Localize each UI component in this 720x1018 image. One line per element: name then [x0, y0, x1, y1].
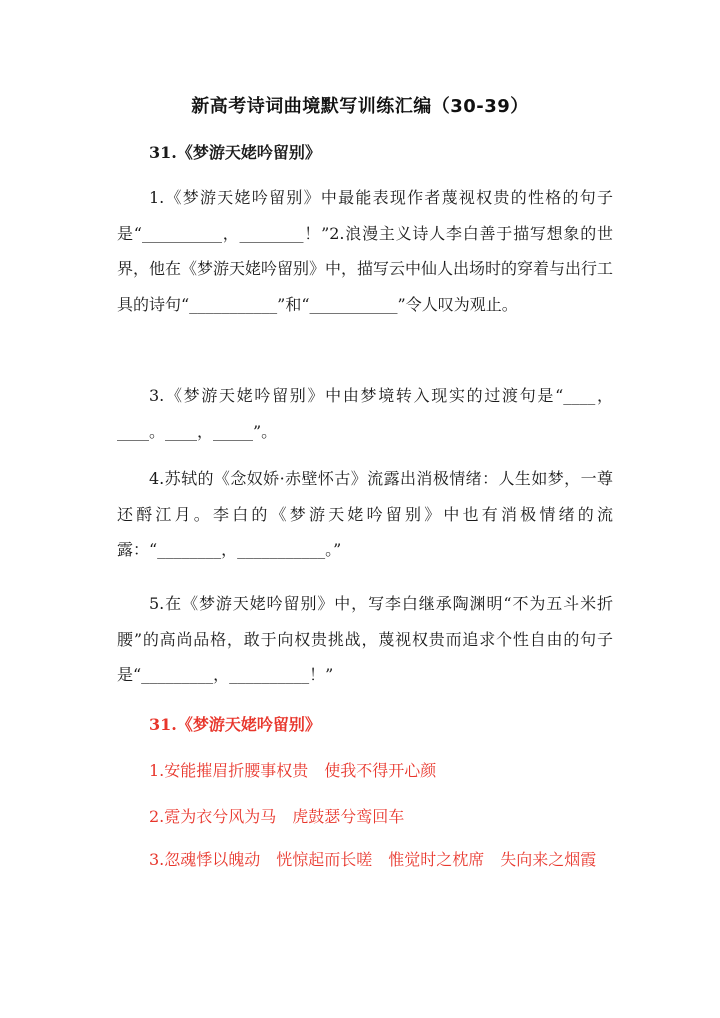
question-paragraph-3: 3.《梦游天姥吟留别》中由梦境转入现实的过渡句是“____，____。____，_____”。 — [117, 386, 613, 441]
section-heading: 31.《梦游天姥吟留别》 — [149, 143, 321, 162]
question-paragraph-5: 5.在《梦游天姥吟留别》中，写李白继承陶渊明“不为五斗米折腰”的高尚品格，敢于向权贵挑战，蔑视权贵而追求个性自由的句子是“_________，__________！” — [117, 594, 613, 684]
question-paragraph-1-2: 1.《梦游天姥吟留别》中最能表现作者蔑视权贵的性格的句子是“__________，________！”2.浪漫主义诗人李白善于描写想象的世界，他在《梦游天姥吟留别》中，描写云中仙人出场时的穿着与出行工具的诗句“___________”和“___________”令人叹为观止。 — [117, 188, 614, 314]
document-title: 新高考诗词曲境默写训练汇编（30-39） — [191, 96, 529, 117]
answer-2: 2.霓为衣兮风为马 虎鼓瑟兮鸾回车 — [149, 807, 405, 826]
answer-heading: 31.《梦游天姥吟留别》 — [149, 715, 321, 734]
answer-3: 3.忽魂悸以魄动 恍惊起而长嗟 惟觉时之枕席 失向来之烟霞 — [149, 850, 597, 869]
answer-1: 1.安能摧眉折腰事权贵 使我不得开心颜 — [149, 761, 437, 780]
question-paragraph-4: 4.苏轼的《念奴娇·赤壁怀古》流露出消极情绪：人生如梦，一尊还酹江月。李白的《梦游天姥吟留别》中也有消极情绪的流露：“________，___________。” — [117, 469, 613, 559]
